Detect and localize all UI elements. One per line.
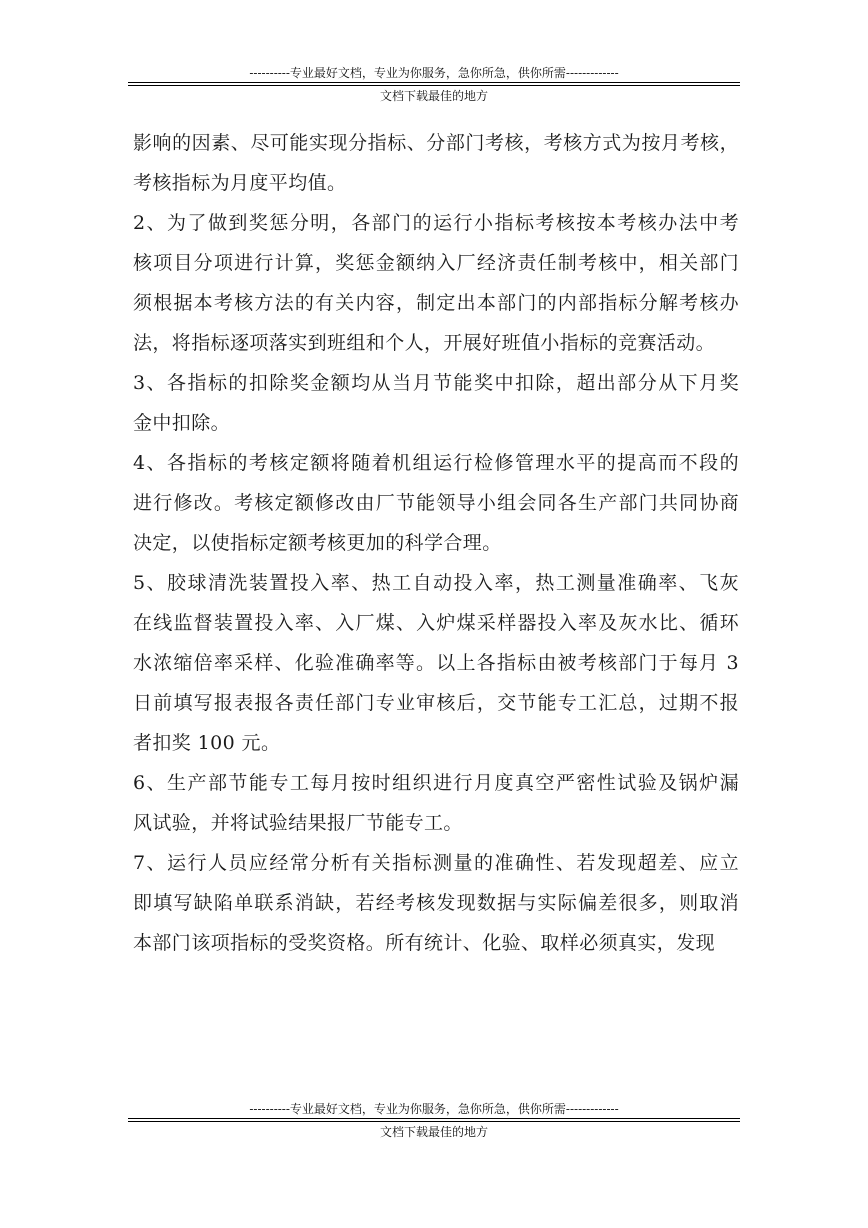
footer-rule <box>128 1118 740 1119</box>
text-line: 考核指标为月度平均值。 <box>133 172 347 194</box>
text-line: 在线监督装置投入率、入厂煤、入炉煤采样器投入率及灰水比、循环 <box>133 612 739 634</box>
footer-subtitle: 文档下载最佳的地方 <box>379 1125 488 1139</box>
text-line: 者扣奖 100 元。 <box>133 732 281 754</box>
text-line: 6、生产部节能专工每月按时组织进行月度真空严密性试验及锅炉漏 <box>133 772 739 794</box>
paragraph <box>133 208 739 368</box>
text-line: 5、胶球清洗装置投入率、热工自动投入率，热工测量准确率、飞灰 <box>133 572 739 594</box>
paragraph <box>133 848 739 968</box>
text-line: 须根据本考核方法的有关内容，制定出本部门的内部指标分解考核办 <box>133 292 739 314</box>
text-line: 决定，以使指标定额考核更加的科学合理。 <box>133 532 502 554</box>
text-line: 风试验，并将试验结果报厂节能专工。 <box>133 812 463 834</box>
text-line: 3、各指标的扣除奖金额均从当月节能奖中扣除，超出部分从下月奖 <box>133 372 739 394</box>
text-line: 日前填写报表报各责任部门专业审核后，交节能专工汇总，过期不报 <box>133 692 739 714</box>
header-subtitle: 文档下载最佳的地方 <box>379 89 488 103</box>
text-line: 本部门该项指标的受奖资格。所有统计、化验、取样必须真实，发现 <box>133 932 716 954</box>
header-tagline: ----------专业最好文档，专业为你服务，急你所急，供你所需------------- <box>249 66 619 80</box>
text-line: 4、各指标的考核定额将随着机组运行检修管理水平的提高而不段的 <box>133 452 739 474</box>
paragraph <box>133 448 739 568</box>
footer-tagline: ----------专业最好文档，专业为你服务，急你所急，供你所需------------- <box>249 1102 619 1116</box>
text-line: 金中扣除。 <box>133 412 231 434</box>
text-line: 即填写缺陷单联系消缺，若经考核发现数据与实际偏差很多，则取消 <box>133 892 739 914</box>
text-line: 核项目分项进行计算，奖惩金额纳入厂经济责任制考核中，相关部门 <box>133 252 739 274</box>
text-line: 法，将指标逐项落实到班组和个人，开展好班值小指标的竞赛活动。 <box>133 332 716 354</box>
text-line: 7、运行人员应经常分析有关指标测量的准确性、若发现超差、应立 <box>133 852 739 874</box>
paragraph <box>133 368 739 448</box>
paragraph <box>133 568 739 768</box>
paragraph <box>133 768 739 848</box>
text-line: 水浓缩倍率采样、化验准确率等。以上各指标由被考核部门于每月 3 <box>133 652 739 674</box>
text-line: 影响的因素、尽可能实现分指标、分部门考核，考核方式为按月考核， <box>133 132 739 154</box>
text-line: 进行修改。考核定额修改由厂节能领导小组会同各生产部门共同协商 <box>133 492 739 514</box>
paragraph <box>133 128 739 208</box>
document-body <box>133 128 739 968</box>
page-footer <box>128 1102 740 1139</box>
page-header <box>128 66 740 103</box>
text-line: 2、为了做到奖惩分明，各部门的运行小指标考核按本考核办法中考 <box>133 212 739 234</box>
header-rule <box>128 82 740 83</box>
